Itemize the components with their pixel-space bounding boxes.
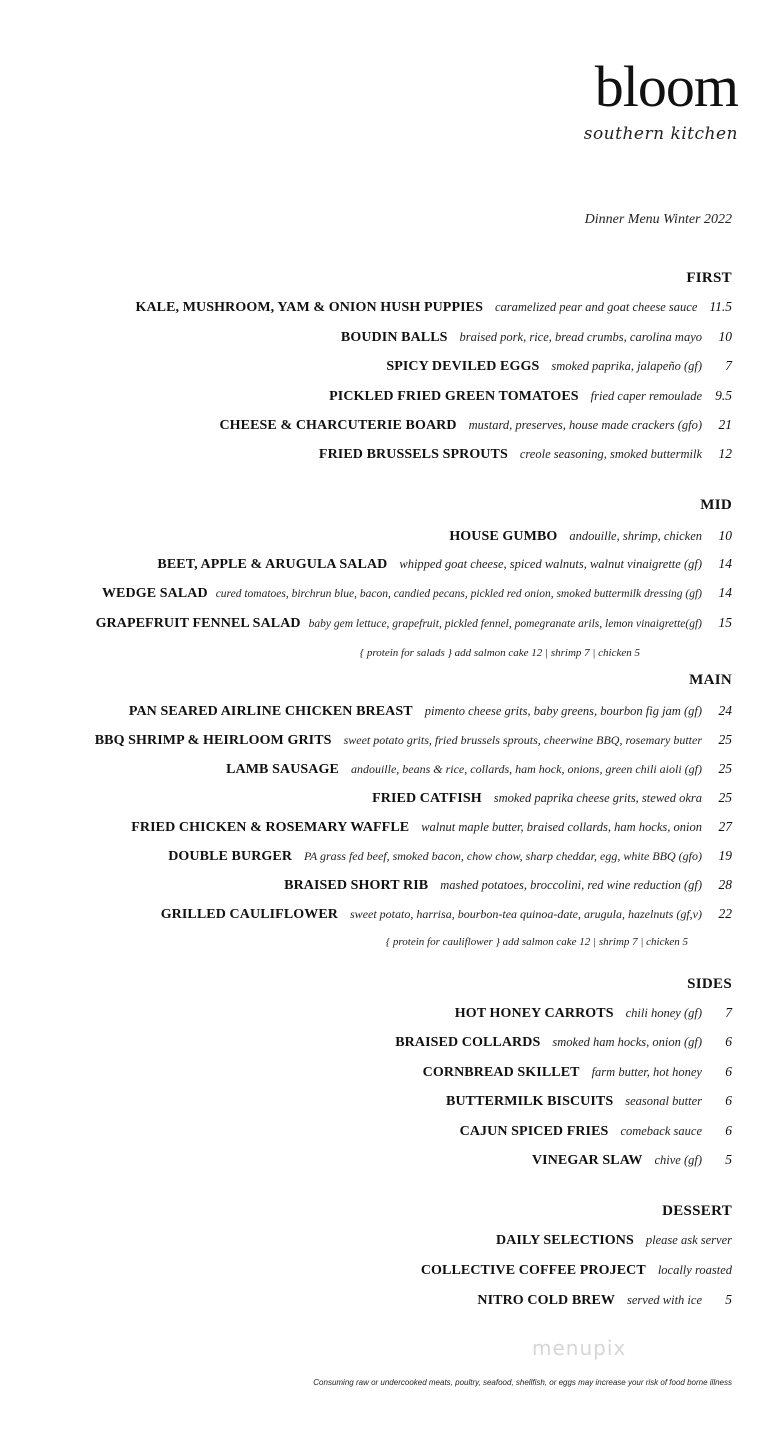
dish-name: HOT HONEY CARROTS [454,1006,614,1021]
dish-price: 24 [718,703,732,718]
menu-item [460,1120,732,1142]
dish-name: HOUSE GUMBO [449,529,558,544]
menu-item [96,612,732,634]
menu-item [284,874,732,896]
menu-item [219,414,732,436]
menu-item [395,1031,732,1053]
dish-name: BUTTERMILK BISCUITS [446,1094,614,1109]
brand-subtitle: southern kitchen [583,124,738,144]
dish-description: creole seasoning, smoked buttermilk [519,447,702,461]
dish-price: 10 [718,329,732,344]
dish-name: NITRO COLD BREW [477,1293,616,1308]
menu-item [135,296,732,318]
menu-item [157,553,732,575]
menu-item [386,355,732,377]
dish-description: chili honey (gf) [625,1006,702,1020]
dish-description: sweet potato, harrisa, bourbon-tea quinoa-date, arugula, hazelnuts (gf,v) [350,907,702,921]
brand-name: bloom [594,54,738,119]
dish-name: BOUDIN BALLS [340,330,448,345]
dish-price: 22 [718,906,732,921]
dish-price: 5 [725,1292,732,1307]
dish-description: baby gem lettuce, grapefruit, pickled fennel, pomegranate arils, lemon vinaigrette(gf) [308,618,702,630]
food-safety-footnote: Consuming raw or undercooked meats, poultry, seafood, shellfish, or eggs may increase your risk of food borne illness [313,1378,732,1387]
dish-price: 19 [718,848,732,863]
dish-name: BBQ SHRIMP & HEIRLOOM GRITS [94,733,332,748]
dish-price: 27 [718,819,732,834]
dish-description: smoked paprika cheese grits, stewed okra [493,791,702,805]
menu-item [95,729,732,751]
dish-price: 15 [718,615,732,630]
section-title-main: MAIN [689,672,732,688]
dish-description: please ask server [645,1233,732,1247]
brand-logo [584,52,738,144]
dish-description: smoked paprika, jalapeño (gf) [551,359,702,373]
dish-name: KALE, MUSHROOM, YAM & ONION HUSH PUPPIES [135,300,483,315]
dish-description: comeback sauce [620,1124,702,1138]
dish-name: BRAISED COLLARDS [395,1035,541,1050]
dish-description: seasonal butter [625,1094,702,1108]
dish-description: smoked ham hocks, onion (gf) [552,1035,702,1049]
dish-price: 5 [725,1152,732,1167]
menu-item [168,845,732,867]
dish-price: 6 [725,1123,732,1138]
dish-price: 21 [718,417,732,432]
dish-name: DAILY SELECTIONS [496,1233,634,1248]
dish-name: COLLECTIVE COFFEE PROJECT [420,1263,646,1278]
dish-price: 7 [725,1005,732,1020]
menu-item [477,1289,732,1311]
dish-price: 9.5 [715,388,732,403]
dish-description: sweet potato grits, fried brussels sprouts, cheerwine BBQ, rosemary butter [343,733,702,747]
menu-item [449,525,732,547]
dish-name: SPICY DEVILED EGGS [386,359,540,374]
section-title-first: FIRST [686,270,732,286]
dish-name: GRILLED CAULIFLOWER [160,907,339,922]
dish-description: cured tomatoes, birchrun blue, bacon, candied pecans, pickled red onion, smoked buttermilk dressing (gf) [215,588,702,600]
dish-description: fried caper remoulade [590,389,702,403]
menu-item [226,758,732,780]
dish-name: CORNBREAD SKILLET [422,1065,580,1080]
dish-name: BEET, APPLE & ARUGULA SALAD [157,557,388,572]
dish-description: pimento cheese grits, baby greens, bourbon fig jam (gf) [424,704,702,718]
menu-item [372,787,732,809]
menu-edition: Dinner Menu Winter 2022 [584,212,732,227]
dish-name: BRAISED SHORT RIB [284,878,429,893]
dish-price: 11.5 [709,299,732,314]
dish-name: VINEGAR SLAW [531,1153,643,1168]
dish-description: walnut maple butter, braised collards, ham hocks, onion [421,820,702,834]
dish-price: 25 [718,732,732,747]
section-title-mid: MID [700,497,732,513]
dish-description: braised pork, rice, bread crumbs, carolina mayo [459,330,702,344]
dish-description: whipped goat cheese, spiced walnuts, walnut vinaigrette (gf) [399,557,702,571]
dish-price: 25 [718,761,732,776]
protein-add-on-note: { protein for salads } add salmon cake 12 | shrimp 7 | chicken 5 [359,647,640,659]
menu-item [455,1002,732,1024]
dish-price: 14 [718,556,732,571]
dish-price: 14 [718,585,732,600]
dish-name: FRIED CHICKEN & ROSEMARY WAFFLE [131,820,410,835]
dish-name: PICKLED FRIED GREEN TOMATOES [329,389,579,404]
dish-price: 25 [718,790,732,805]
dish-description: served with ice [627,1293,702,1307]
menu-item [319,443,732,465]
dish-name: GRAPEFRUIT FENNEL SALAD [95,616,301,631]
section-title-sides: SIDES [687,976,732,992]
dish-name: PAN SEARED AIRLINE CHICKEN BREAST [128,704,413,719]
dish-name: CAJUN SPICED FRIES [459,1124,609,1139]
dish-name: FRIED BRUSSELS SPROUTS [318,447,508,462]
dish-name: LAMB SAUSAGE [226,762,339,777]
menu-item [131,816,732,838]
dish-name: CHEESE & CHARCUTERIE BOARD [219,418,457,433]
dish-price: 6 [725,1093,732,1108]
menu-item [421,1259,732,1281]
dish-description: farm butter, hot honey [591,1065,702,1079]
watermark: menupix [532,1336,627,1360]
menu-item [496,1229,732,1251]
dish-price: 6 [725,1034,732,1049]
dish-price: 12 [718,446,732,461]
dish-price: 7 [725,358,732,373]
menu-item [446,1090,732,1112]
dish-name: DOUBLE BURGER [168,849,293,864]
menu-item [102,582,732,604]
menu-item [532,1149,732,1171]
dish-name: FRIED CATFISH [372,791,482,806]
dish-description: PA grass fed beef, smoked bacon, chow chow, sharp cheddar, egg, white BBQ (gfo) [304,849,702,863]
menu-item [129,700,732,722]
dish-name: WEDGE SALAD [101,586,208,601]
dish-description: mustard, preserves, house made crackers (gfo) [468,418,702,432]
protein-add-on-note: { protein for cauliflower } add salmon cake 12 | shrimp 7 | chicken 5 [385,936,688,948]
dish-description: mashed potatoes, broccolini, red wine reduction (gf) [440,878,702,892]
menu-item [329,385,732,407]
menu-item [423,1061,732,1083]
dish-description: andouille, beans & rice, collards, ham hock, onions, green chili aioli (gf) [350,762,702,776]
dish-description: andouille, shrimp, chicken [569,529,702,543]
dish-price: 10 [718,528,732,543]
menu-item [161,903,732,925]
dish-description: locally roasted [657,1263,732,1277]
menu-item [341,326,732,348]
dish-price: 28 [718,877,732,892]
dish-price: 6 [725,1064,732,1079]
section-title-dessert: DESSERT [662,1203,732,1219]
dish-description: chive (gf) [654,1153,702,1167]
dish-description: caramelized pear and goat cheese sauce [495,300,698,314]
